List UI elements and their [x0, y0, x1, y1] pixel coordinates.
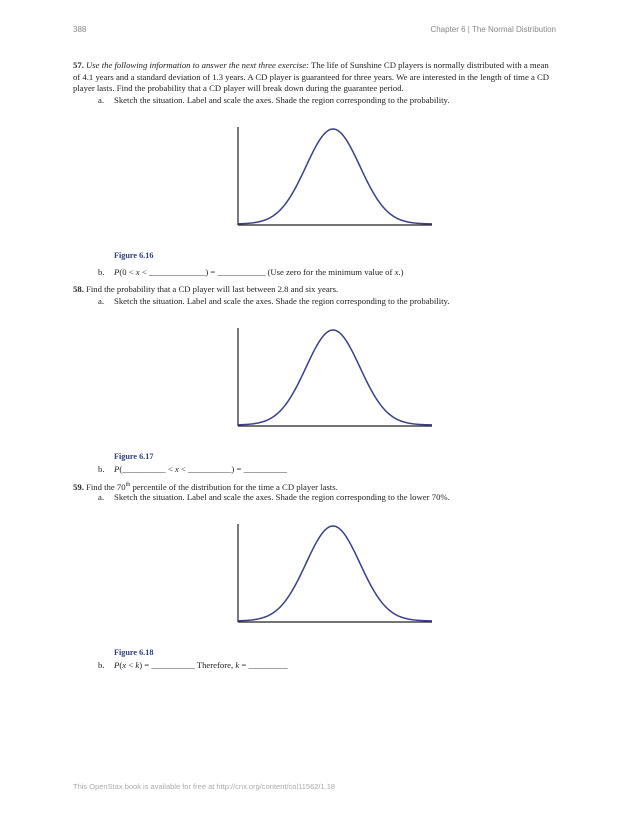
fragment: < __________) = __________ — [178, 464, 288, 474]
fragment: .) — [398, 267, 404, 277]
question-text: Find the probability that a CD player will last between 2.8 and six years. — [83, 284, 339, 294]
variable-x: x — [394, 267, 399, 277]
question-number: 57. — [73, 60, 84, 70]
variable-x: x — [122, 660, 127, 670]
bell-curve — [238, 526, 432, 621]
part-label: a. — [98, 95, 105, 105]
fragment: ) = __________ Therefore, — [139, 660, 236, 670]
superscript: th — [125, 482, 131, 488]
part-label: b. — [98, 660, 105, 670]
question-57-intro — [73, 60, 558, 95]
footer-note: This OpenStax book is available for free at http://cnx.org/content/col11562/1.18 — [73, 782, 336, 791]
part-label: a. — [98, 492, 105, 502]
normal-curve-sketch-1 — [236, 125, 434, 227]
variable-k: k — [135, 660, 140, 670]
part-text — [114, 464, 287, 476]
question-number: 59. — [73, 481, 84, 492]
bell-curve — [238, 129, 432, 224]
question-text: Find the 70 — [83, 481, 126, 492]
question-number: 58. — [73, 284, 84, 294]
part-text: Sketch the situation. Label and scale the axes. Shade the region corresponding to the probability. — [114, 296, 450, 306]
fragment: = _________ — [239, 660, 288, 670]
part-text: Sketch the situation. Label and scale the axes. Shade the region corresponding to the probability. — [114, 95, 450, 105]
p-symbol: P — [114, 660, 120, 670]
variable-x: x — [174, 464, 179, 474]
part-text — [114, 267, 404, 279]
part-label: b. — [98, 267, 105, 277]
part-text: Sketch the situation. Label and scale the axes. Shade the region corresponding to the lower 70%. — [114, 492, 450, 502]
p-symbol: P — [114, 267, 120, 277]
part-text — [114, 660, 288, 672]
figure-caption: Figure 6.18 — [114, 648, 154, 657]
chapter-title: Chapter 6 | The Normal Distribution — [430, 25, 556, 34]
bell-curve — [238, 330, 432, 425]
fragment: < — [126, 660, 136, 670]
question-text: The life of Sunshine CD players is normally distributed with a mean of 4.1 years and a standard deviation of 1.3 years. A CD player is guaranteed for three years. We are interested in the length of time a CD player lasts. Find the probability that a CD player will break down during the guarantee period. — [73, 60, 550, 94]
instruction-italic: Use the following information to answer the next three exercise: — [86, 60, 310, 70]
part-label: a. — [98, 296, 105, 306]
page-number: 388 — [73, 25, 87, 34]
question-text: percentile of the distribution for the time a CD player lasts. — [130, 481, 338, 492]
fragment: (0 < — [119, 267, 136, 277]
variable-k: k — [235, 660, 240, 670]
p-symbol: P — [114, 464, 120, 474]
figure-caption: Figure 6.17 — [114, 452, 154, 461]
normal-curve-sketch-3 — [236, 522, 434, 624]
fragment: < _____________) = ___________ (Use zero for the minimum value of — [139, 267, 395, 277]
figure-caption: Figure 6.16 — [114, 251, 154, 260]
variable-x: x — [135, 267, 140, 277]
normal-curve-sketch-2 — [236, 326, 434, 428]
fragment: (__________ < — [119, 464, 175, 474]
question-58 — [73, 284, 558, 296]
part-label: b. — [98, 464, 105, 474]
fragment: ( — [119, 660, 123, 670]
